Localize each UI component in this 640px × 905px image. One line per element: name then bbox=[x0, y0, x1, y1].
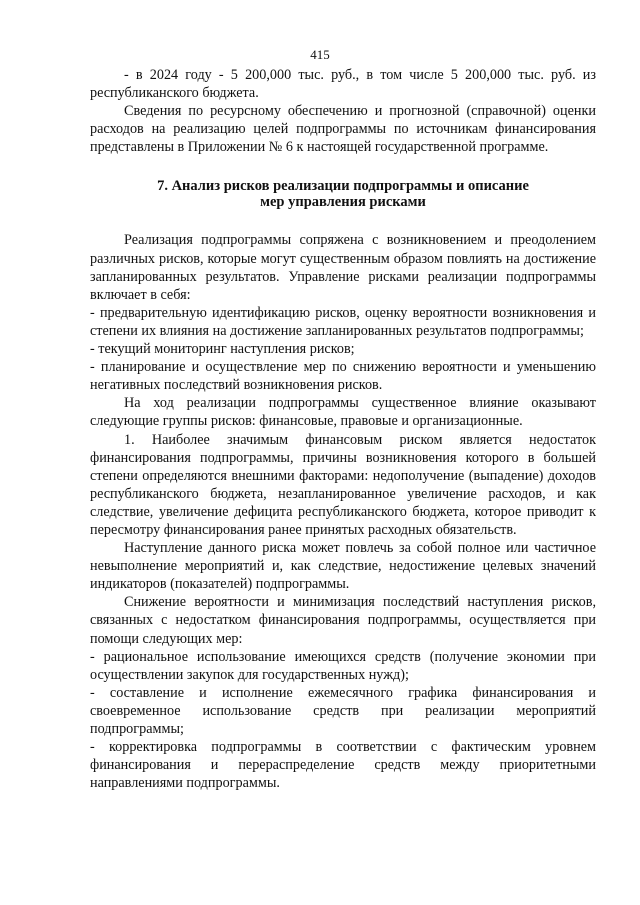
list-item-program-adjustment: - корректировка подпрограммы в соответствии с фактическим уровнем финансирования и перераспределение средств между приоритетными направлениями подпрограммы. bbox=[90, 739, 596, 792]
paragraph-risk-consequences: Наступление данного риска может повлечь за собой полное или частичное невыполнение мероприятий и, как следствие, недостижение целевых значений индикаторов (показателей) подпрограммы. bbox=[90, 540, 596, 593]
list-item-risk-monitoring: - текущий мониторинг наступления рисков; bbox=[90, 341, 355, 358]
paragraph-resource-info: Сведения по ресурсному обеспечению и прогнозной (справочной) оценки расходов на реализацию целей подпрограммы по источникам финансирования представлены в Приложении № 6 к настоящей государственной программе. bbox=[90, 103, 596, 156]
list-item-rational-use: - рациональное использование имеющихся средств (получение экономии при осуществлении закупок для государственных нужд); bbox=[90, 648, 596, 683]
section-heading-line-1: 7. Анализ рисков реализации подпрограммы и описание bbox=[157, 178, 529, 195]
paragraph-funding-2024: - в 2024 году - 5 200,000 тыс. руб., в том числе 5 200,000 тыс. руб. из республиканского бюджета. bbox=[90, 67, 596, 102]
page-number: 415 bbox=[310, 47, 330, 62]
paragraph-risk-mitigation: Снижение вероятности и минимизация последствий наступления рисков, связанных с недостатком финансирования подпрограммы, осуществляется при помощи следующих мер: bbox=[90, 594, 596, 647]
page-content bbox=[90, 66, 596, 792]
list-item-risk-identification: - предварительную идентификацию рисков, оценку вероятности возникновения и степени их влияния на достижение запланированных результатов подпрограммы; bbox=[90, 304, 596, 339]
paragraph-risk-groups: На ход реализации подпрограммы существенное влияние оказывают следующие группы рисков: финансовые, правовые и организационные. bbox=[90, 395, 596, 430]
spacer bbox=[90, 210, 596, 231]
section-heading-line-2: мер управления рисками bbox=[260, 194, 426, 211]
paragraph-financial-risk: 1. Наиболее значимым финансовым риском является недостаток финансирования подпрограммы, причины возникновения которого в большей степени определяются внешними факторами: недополучение (выпадение) доходов республиканского бюджета, незапланированное увеличение расходов, и как следствие, увеличение дефицита республиканского бюджета, которое приводит к пересмотру финансирования ранее принятых расходных обязательств. bbox=[90, 431, 596, 538]
spacer bbox=[90, 156, 596, 178]
list-item-risk-planning: - планирование и осуществление мер по снижению вероятности и уменьшению негативных последствий возникновения рисков. bbox=[90, 359, 596, 394]
paragraph-risk-intro: Реализация подпрограммы сопряжена с возникновением и преодолением различных рисков, которые могут существенным образом повлиять на достижение запланированных результатов. Управление рисками реализации подпрограммы включает в себя: bbox=[90, 232, 596, 303]
list-item-monthly-schedule: - составление и исполнение ежемесячного графика финансирования и своевременное использование средств при реализации мероприятий подпрограммы; bbox=[90, 684, 596, 737]
